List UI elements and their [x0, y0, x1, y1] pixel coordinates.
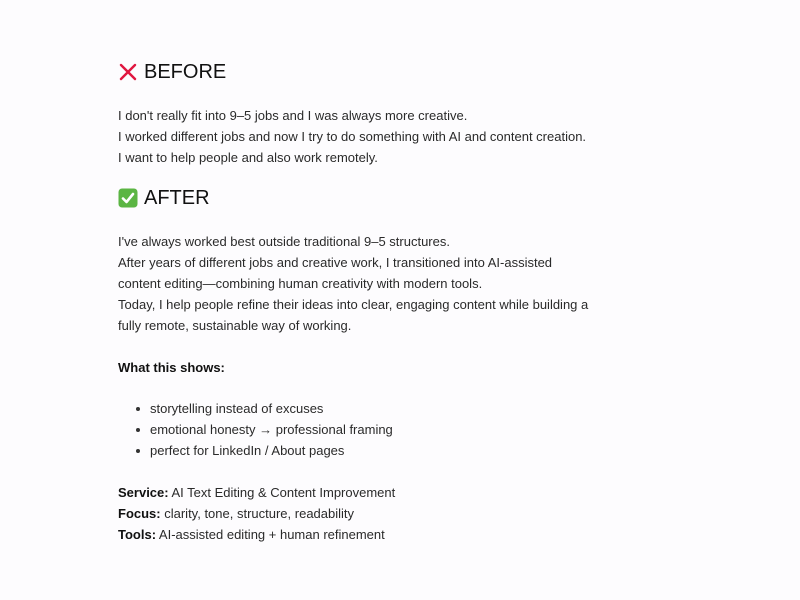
- after-line: I've always worked best outside traditional 9–5 structures.: [118, 234, 450, 249]
- before-line: I want to help people and also work remotely.: [118, 150, 378, 165]
- focus-label: Focus:: [118, 506, 161, 521]
- after-line: After years of different jobs and creative work, I transitioned into AI-assisted: [118, 255, 553, 270]
- after-heading: [118, 186, 210, 210]
- service-label: Service:: [118, 485, 169, 500]
- service-value: AI Text Editing & Content Improvement: [168, 485, 396, 500]
- tools-row: [118, 524, 385, 545]
- shows-heading: What this shows:: [118, 360, 225, 375]
- after-line: Today, I help people refine their ideas into clear, engaging content while building a: [118, 297, 589, 312]
- list-item: perfect for LinkedIn / About pages: [136, 440, 344, 461]
- after-line: content editing—combining human creativity with modern tools.: [118, 276, 483, 291]
- tools-label: Tools:: [118, 527, 157, 542]
- before-line: I worked different jobs and now I try to do something with AI and content creation.: [118, 129, 587, 144]
- list-item: emotional honesty → professional framing: [136, 419, 393, 440]
- cross-mark-icon: [118, 62, 138, 82]
- tools-value: AI-assisted editing + human refinement: [156, 527, 385, 542]
- check-mark-button-icon: [118, 188, 138, 208]
- before-title: BEFORE: [144, 60, 227, 83]
- service-row: [118, 482, 395, 503]
- before-heading: [118, 60, 226, 84]
- after-title: AFTER: [144, 186, 210, 209]
- after-line: fully remote, sustainable way of working.: [118, 318, 352, 333]
- before-line: I don't really fit into 9–5 jobs and I was always more creative.: [118, 108, 468, 123]
- focus-value: clarity, tone, structure, readability: [160, 506, 355, 521]
- list-item: storytelling instead of excuses: [136, 398, 323, 419]
- focus-row: [118, 503, 354, 524]
